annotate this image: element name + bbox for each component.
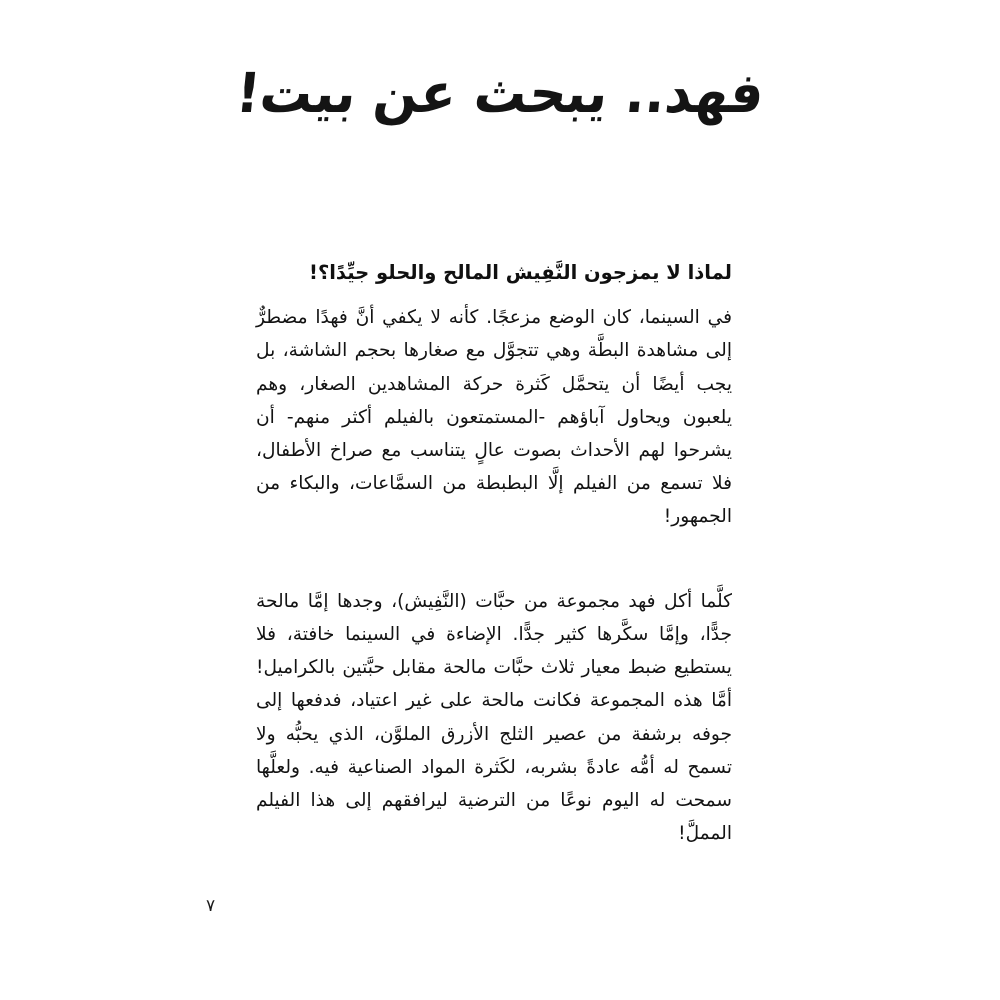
- body-paragraph: في السينما، كان الوضع مزعجًا. كأنه لا يكفي أنَّ فهدًا مضطرٌّ إلى مشاهدة البطَّة وهي تتجوَّل مع صغارها بحجم الشاشة، بل يجب أيضًا أن يتحمَّل كَثرة حركة المشاهدين الصغار، وهم يلعبون ويحاول آباؤهم -المستمتعون بالفيلم أكثر منهم- أن يشرحوا لهم الأحداث بصوت عالٍ يتناسب مع صراخ الأطفال، فلا تسمع من الفيلم إلَّا البطبطة من السمَّاعات، والبكاء من الجمهور!: [256, 307, 732, 528]
- page-number: ٧: [206, 896, 216, 916]
- section-heading: لماذا لا يمزجون النَّفِيش المالح والحلو جيِّدًا؟!: [309, 261, 732, 284]
- book-title: فهد.. يبحث عن بيت!: [233, 62, 768, 126]
- text-column: [256, 258, 732, 884]
- body-paragraph: كلَّما أكل فهد مجموعة من حبَّات (النَّفِيش)، وجدها إمَّا مالحة جدًّا، وإمَّا سكَّرها كثير جدًّا. الإضاءة في السينما خافتة، فلا يستطيع ضبط معيار ثلاث حبَّات مالحة مقابل حبَّتين بالكراميل! أمَّا هذه المجموعة فكانت مالحة على غير اعتياد، فدفعها إلى جوفه برشفة من عصير الثلج الأزرق الملوَّن، الذي يحبُّه ولا تسمح له أمُّه عادةً بشربه، لكَثرة المواد الصناعية فيه. ولعلَّها سمحت له اليوم نوعًا من الترضية ليرافقهم إلى هذا الفيلم المملَّ!: [256, 590, 732, 845]
